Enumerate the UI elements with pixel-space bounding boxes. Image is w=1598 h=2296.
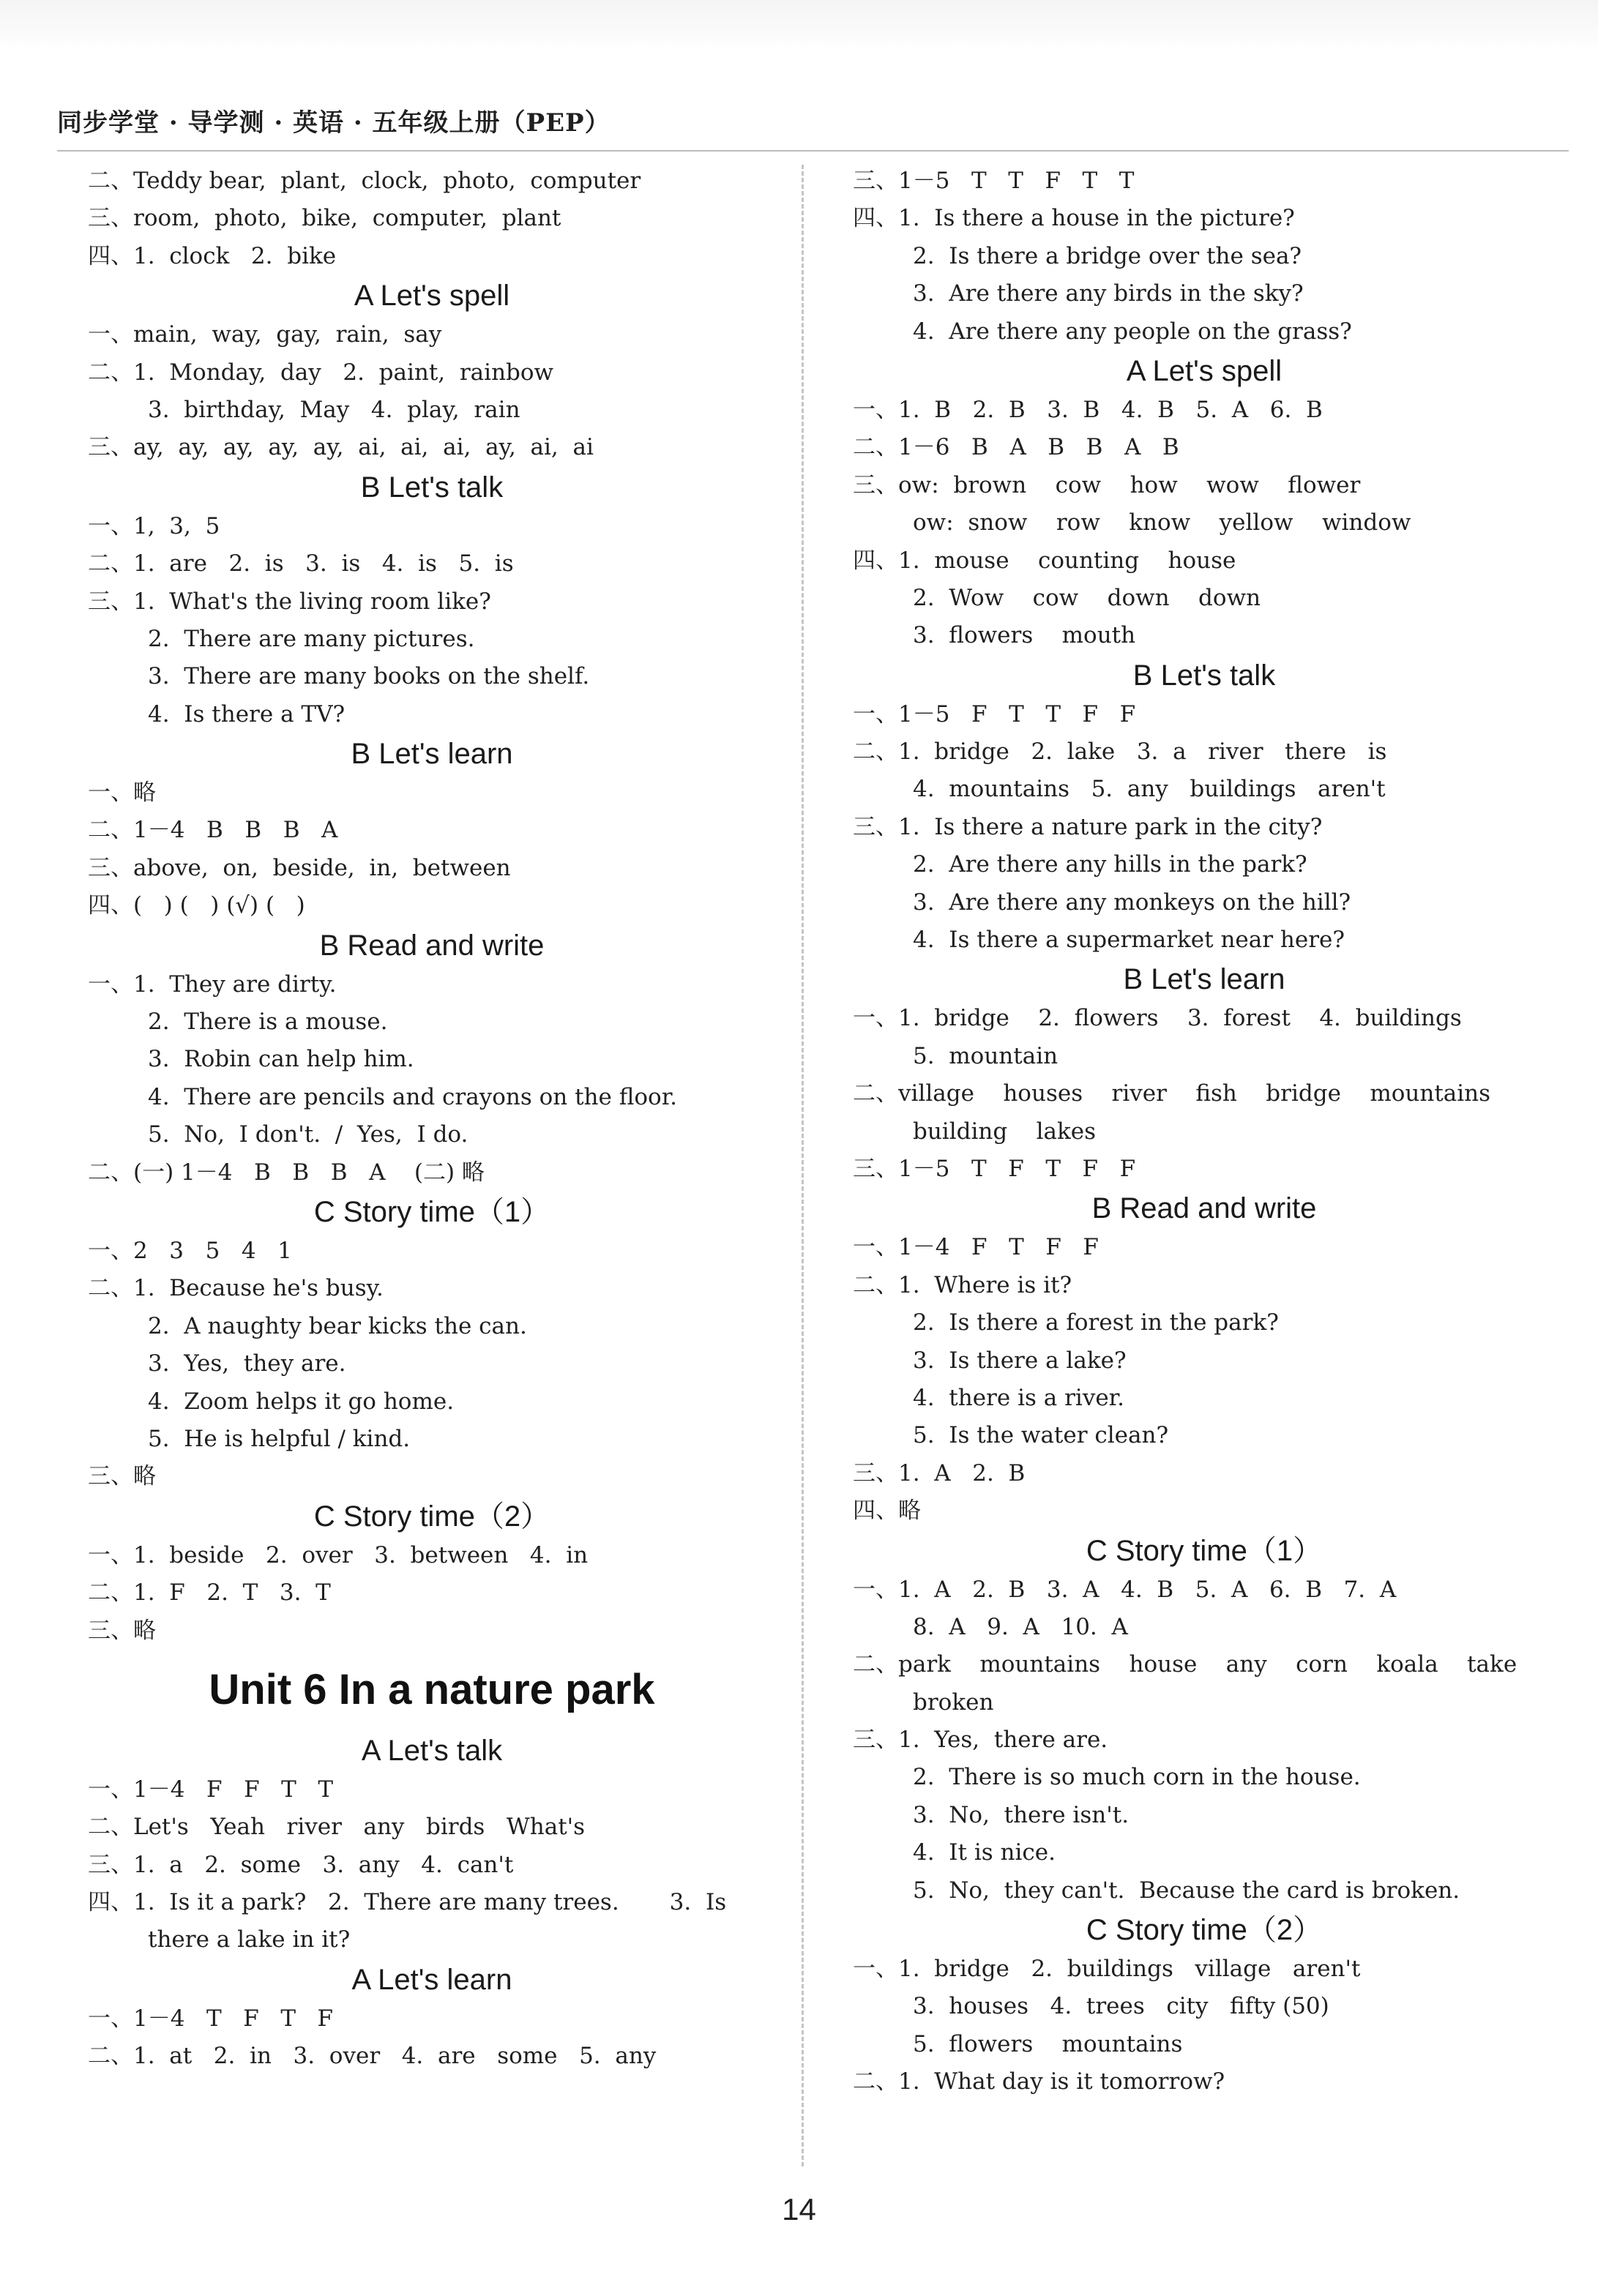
answer-line: 四、略 <box>853 1497 921 1525</box>
scan-edge <box>0 0 1598 51</box>
answer-line: 二、1. Monday, day 2. paint, rainbow <box>88 359 554 386</box>
answer-line: 一、1－4 F F T T <box>88 1776 334 1803</box>
answer-line: 4. there is a river. <box>913 1384 1124 1411</box>
section-heading: C Story time（2） <box>1086 1914 1323 1947</box>
answer-line: 3. Is there a lake? <box>913 1347 1127 1374</box>
page-header: 同步学堂 · 导学测 · 英语 · 五年级上册（PEP） <box>57 108 611 138</box>
answer-line: 三、1. A 2. B <box>853 1459 1026 1487</box>
answer-line: 一、2 3 5 4 1 <box>88 1237 292 1264</box>
answer-line: 二、1. Because he's busy. <box>88 1275 384 1302</box>
answer-line: 三、ow: brown cow how wow flower <box>853 471 1361 498</box>
answer-line: 二、1. are 2. is 3. is 4. is 5. is <box>88 550 514 577</box>
answer-line: broken <box>913 1689 994 1716</box>
column-divider <box>802 165 804 2166</box>
answer-line: 5. mountain <box>913 1042 1059 1069</box>
section-heading: B Read and write <box>1091 1192 1317 1225</box>
answer-line: 2. Are there any hills in the park? <box>913 851 1307 878</box>
answer-line: 三、room, photo, bike, computer, plant <box>88 205 561 232</box>
section-heading: C Story time（1） <box>313 1195 550 1228</box>
answer-line: 二、1－6 B A B B A B <box>853 434 1179 461</box>
section-heading: C Story time（1） <box>1086 1534 1323 1567</box>
answer-line: 3. Are there any monkeys on the hill? <box>913 889 1351 916</box>
answer-line: 一、1. They are dirty. <box>88 971 337 998</box>
answer-line: 3. houses 4. trees city fifty (50) <box>913 1993 1329 2020</box>
answer-line: 2. Wow cow down down <box>913 584 1261 611</box>
answer-line: 二、park mountains house any corn koala take <box>853 1651 1517 1678</box>
answer-line: 二、Let's Yeah river any birds What's <box>88 1814 586 1841</box>
answer-line: 5. flowers mountains <box>913 2030 1183 2057</box>
answer-line: 三、1. Yes, there are. <box>853 1727 1108 1754</box>
answer-line: 四、1. clock 2. bike <box>88 242 337 269</box>
answer-line: 三、略 <box>88 1463 156 1490</box>
answer-line: 4. Is there a supermarket near here? <box>913 927 1345 954</box>
answer-line: 二、(一) 1－4 B B B A (二) 略 <box>88 1159 485 1186</box>
page-number: 14 <box>782 2192 816 2226</box>
header-rule <box>57 150 1569 152</box>
answer-line: 四、1. mouse counting house <box>853 547 1236 574</box>
answer-line: 4. Zoom helps it go home. <box>148 1388 455 1415</box>
answer-line: 2. A naughty bear kicks the can. <box>148 1312 527 1339</box>
answer-line: 二、1. bridge 2. lake 3. a river there is <box>853 738 1387 766</box>
answer-line: 三、1. What's the living room like? <box>88 588 491 615</box>
answer-line: 3. No, there isn't. <box>913 1801 1130 1828</box>
answer-line: 2. There is a mouse. <box>148 1009 388 1036</box>
answer-line: 3. flowers mouth <box>913 622 1136 649</box>
answer-line: 二、1. Where is it? <box>853 1271 1072 1298</box>
answer-line: 一、1. beside 2. over 3. between 4. in <box>88 1541 589 1568</box>
answer-line: 三、1－5 T T F T T <box>853 168 1135 194</box>
answer-line: 5. Is the water clean? <box>913 1422 1169 1449</box>
unit-title: Unit 6 In a nature park <box>209 1665 655 1713</box>
answer-line: 二、1. at 2. in 3. over 4. are some 5. any <box>88 2043 657 2070</box>
left-column <box>88 162 776 2076</box>
answer-line: 一、1. bridge 2. buildings village aren't <box>853 1956 1361 1983</box>
answer-line: 三、ay, ay, ay, ay, ay, ai, ai, ai, ay, ai, ai <box>88 434 594 461</box>
answer-line: 4. There are pencils and crayons on the floor. <box>148 1083 677 1110</box>
section-heading: B Let's learn <box>351 738 513 771</box>
answer-line: 一、1－4 T F T F <box>88 2005 334 2032</box>
answer-line: 四、1. Is there a house in the picture? <box>853 205 1295 232</box>
section-heading: A Let's talk <box>361 1734 503 1767</box>
section-heading: B Let's talk <box>360 471 504 504</box>
section-heading: A Let's learn <box>351 1963 512 1996</box>
answer-line: 三、above, on, beside, in, between <box>88 854 511 881</box>
answer-line: 三、1－5 T F T F F <box>853 1155 1136 1182</box>
section-heading: B Let's talk <box>1132 659 1276 692</box>
answer-line: 4. mountains 5. any buildings aren't <box>913 776 1386 803</box>
answer-line: 3. Are there any birds in the sky? <box>913 280 1304 307</box>
answer-line: 一、略 <box>88 779 156 807</box>
answer-line: 5. No, I don't. / Yes, I do. <box>148 1121 468 1148</box>
answer-line: 3. Robin can help him. <box>148 1046 414 1073</box>
answer-line: 二、1－4 B B B A <box>88 817 338 844</box>
answer-line: 二、Teddy bear, plant, clock, photo, computer <box>88 168 641 194</box>
answer-line: 三、1. Is there a nature park in the city? <box>853 813 1323 840</box>
section-heading: B Let's learn <box>1123 963 1285 996</box>
answer-line: 一、1－5 F T T F F <box>853 700 1136 728</box>
answer-line: 二、1. What day is it tomorrow? <box>853 2068 1225 2095</box>
answer-line: 四、1. Is it a park? 2. There are many trees. 3. Is <box>88 1889 727 1916</box>
answer-line: 4. Are there any people on the grass? <box>913 318 1352 345</box>
answer-line: 四、( ) ( ) (√) ( ) <box>88 892 305 919</box>
section-heading: B Read and write <box>319 929 545 962</box>
answer-line: 3. There are many books on the shelf. <box>148 663 590 690</box>
section-heading: A Let's spell <box>1126 354 1282 387</box>
answer-line: 一、1－4 F T F F <box>853 1234 1099 1261</box>
answer-line: 4. It is nice. <box>913 1839 1056 1866</box>
answer-line: 一、1, 3, 5 <box>88 512 220 539</box>
section-heading: C Story time（2） <box>313 1500 550 1533</box>
answer-line: 5. He is helpful / kind. <box>148 1425 411 1452</box>
answer-line: 三、1. a 2. some 3. any 4. can't <box>88 1851 514 1878</box>
answer-line: 一、1. B 2. B 3. B 4. B 5. A 6. B <box>853 396 1323 423</box>
answer-line: 2. Is there a forest in the park? <box>913 1309 1279 1336</box>
answer-line: ow: snow row know yellow window <box>913 509 1411 536</box>
answer-line: 3. Yes, they are. <box>148 1350 346 1377</box>
right-column <box>853 162 1556 2101</box>
answer-line: 二、1. F 2. T 3. T <box>88 1579 331 1607</box>
answer-line: there a lake in it? <box>148 1926 351 1953</box>
answer-line: 3. birthday, May 4. play, rain <box>148 396 520 423</box>
answer-line: 5. No, they can't. Because the card is broken. <box>913 1877 1460 1904</box>
answer-line: 4. Is there a TV? <box>148 700 346 728</box>
answer-line: 一、1. A 2. B 3. A 4. B 5. A 6. B 7. A <box>853 1576 1397 1603</box>
answer-line: 8. A 9. A 10. A <box>913 1613 1128 1640</box>
answer-line: building lakes <box>913 1118 1097 1145</box>
answer-line: 2. There is so much corn in the house. <box>913 1764 1361 1791</box>
answer-line: 2. There are many pictures. <box>148 625 475 652</box>
answer-line: 二、village houses river fish bridge mountains <box>853 1080 1491 1107</box>
answer-line: 三、略 <box>88 1617 156 1644</box>
section-heading: A Let's spell <box>354 280 510 313</box>
answer-line: 一、main, way, gay, rain, say <box>88 321 442 348</box>
answer-line: 一、1. bridge 2. flowers 3. forest 4. buildings <box>853 1005 1462 1032</box>
answer-line: 2. Is there a bridge over the sea? <box>913 242 1302 269</box>
